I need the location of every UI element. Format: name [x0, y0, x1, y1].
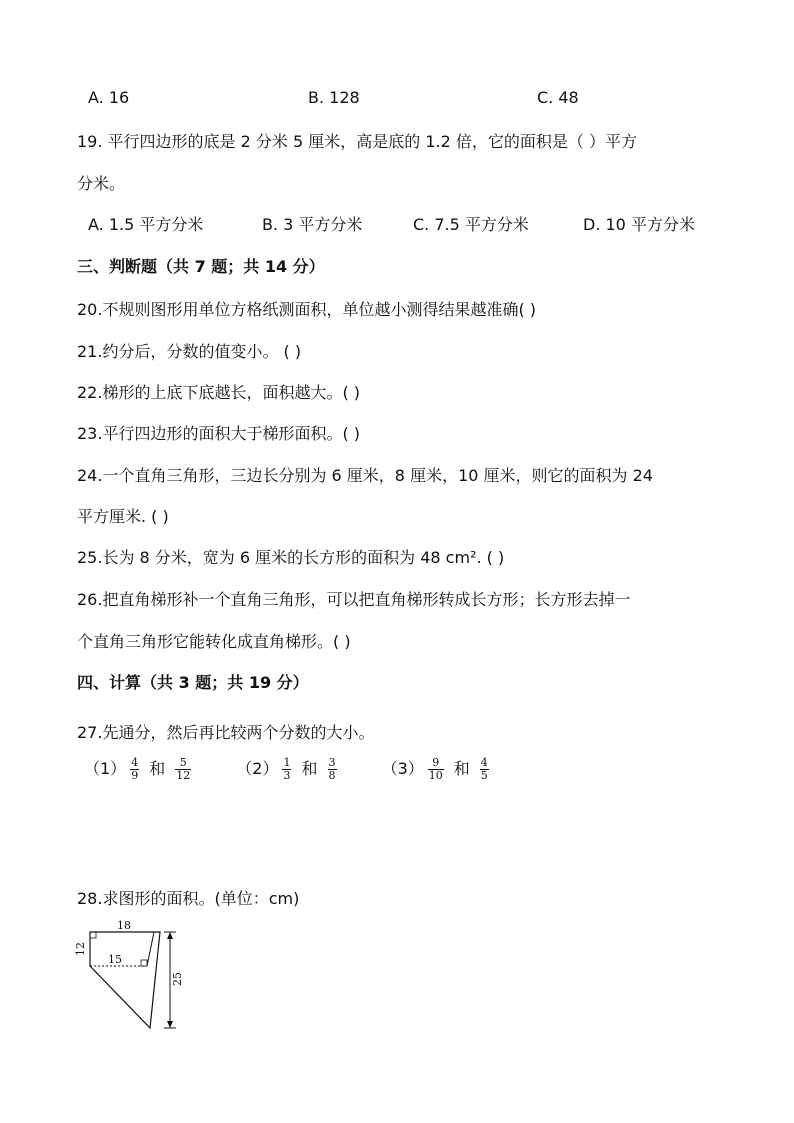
question-20: 20.不规则图形用单位方格纸测面积，单位越小测得结果越准确( )	[77, 300, 537, 319]
right-angle-mark-bottom	[141, 960, 147, 966]
trapezoid-figure	[70, 918, 200, 1038]
fraction	[480, 757, 489, 782]
q27-item-2-label: （2）	[236, 759, 279, 778]
q27-item-1-label: （1）	[84, 759, 127, 778]
fraction	[175, 757, 191, 782]
q27-item-3-label: （3）	[381, 759, 424, 778]
q18-option-b: B. 128	[308, 88, 360, 107]
fraction	[428, 757, 444, 782]
question-28: 28.求图形的面积。(单位：cm)	[77, 889, 300, 908]
q19-option-d: D. 10 平方分米	[583, 215, 695, 234]
question-26-line-2: 个直角三角形它能转化成直角梯形。( )	[77, 632, 351, 651]
numerator: 4	[131, 756, 139, 769]
and-word: 和	[149, 759, 166, 778]
arrow-up-icon	[167, 932, 173, 939]
question-24-line-2: 平方厘米. ( )	[77, 507, 169, 526]
q19-line-2: 分米。	[77, 174, 126, 193]
denominator: 5	[480, 769, 488, 782]
question-23: 23.平行四边形的面积大于梯形面积。( )	[77, 424, 361, 443]
label-right: 25	[171, 972, 184, 986]
arrow-down-icon	[167, 1021, 173, 1028]
numerator: 4	[480, 756, 488, 769]
q18-option-a: A. 16	[88, 88, 130, 107]
denominator: 3	[283, 769, 291, 782]
q19-option-b: B. 3 平方分米	[262, 215, 363, 234]
section-4-heading: 四、计算（共 3 题；共 19 分）	[77, 673, 309, 692]
numerator: 9	[428, 757, 444, 770]
numerator: 5	[175, 757, 191, 770]
and-word: 和	[453, 759, 470, 778]
denominator: 12	[176, 769, 191, 782]
q27-item-1	[84, 756, 195, 782]
question-25: 25.长为 8 分米，宽为 6 厘米的长方形的面积为 48 cm². ( )	[77, 548, 505, 567]
section-3-heading: 三、判断题（共 7 题；共 14 分）	[77, 257, 325, 276]
q27-item-2	[236, 756, 340, 782]
inner-slant-line	[147, 932, 154, 966]
denominator: 9	[131, 769, 139, 782]
fraction	[130, 757, 139, 782]
q19-option-a: A. 1.5 平方分米	[88, 215, 204, 234]
denominator: 10	[428, 769, 443, 782]
right-angle-mark-top	[90, 932, 96, 938]
numerator: 1	[283, 756, 291, 769]
q18-option-c: C. 48	[537, 88, 579, 107]
q27-fraction-pairs	[84, 756, 529, 782]
q19-line-1: 19. 平行四边形的底是 2 分米 5 厘米，高是底的 1.2 倍，它的面积是（ ）平方	[77, 132, 637, 151]
fraction	[282, 757, 291, 782]
fraction	[328, 757, 337, 782]
label-left: 12	[74, 942, 87, 956]
label-inner: 15	[108, 953, 122, 966]
and-word: 和	[301, 759, 318, 778]
question-21: 21.约分后，分数的值变小。 ( )	[77, 342, 302, 361]
question-22: 22.梯形的上底下底越长，面积越大。( )	[77, 383, 361, 402]
question-26-line-1: 26.把直角梯形补一个直角三角形，可以把直角梯形转成长方形；长方形去掉一	[77, 590, 631, 609]
question-27: 27.先通分，然后再比较两个分数的大小。	[77, 723, 375, 742]
q27-item-3	[382, 756, 493, 782]
numerator: 3	[328, 756, 336, 769]
denominator: 8	[328, 769, 336, 782]
q19-option-c: C. 7.5 平方分米	[413, 215, 529, 234]
question-24-line-1: 24.一个直角三角形，三边长分别为 6 厘米，8 厘米，10 厘米，则它的面积为 24	[77, 466, 653, 485]
figure-outline	[90, 932, 160, 1028]
label-top: 18	[117, 919, 131, 932]
